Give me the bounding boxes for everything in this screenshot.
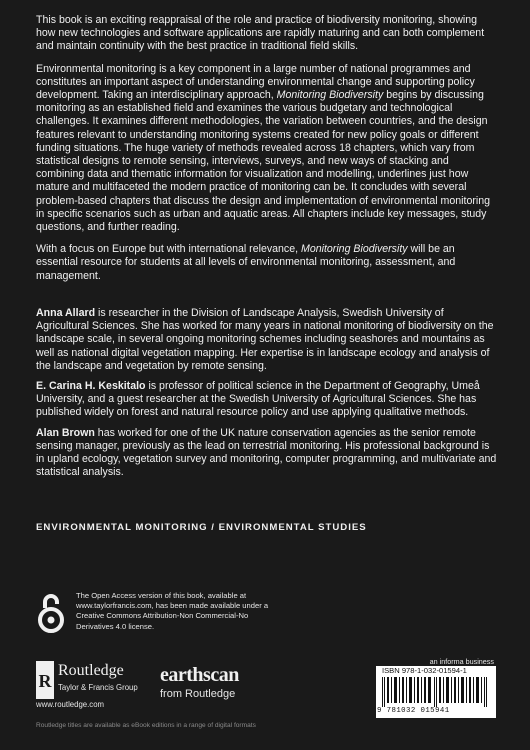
isbn-barcode-digits: 9 781032 015941	[377, 707, 450, 715]
book-title-italic: Monitoring Biodiversity	[301, 243, 408, 256]
author-bios	[36, 307, 498, 486]
blurb-paragraph-1: This book is an exciting reappraisal of the role and practice of biodiversity monitoring, showing how new technologies and software applications are rapidly maturing and can both complement and maintain continuity with the best practice in traditional field skills.	[36, 14, 485, 53]
book-title-italic: Monitoring Biodiversity	[276, 89, 384, 102]
blurb-paragraph-3	[36, 243, 498, 283]
blurb-p3-start: With a focus on Europe but with international relevance,	[36, 243, 301, 256]
barcode-icon	[380, 677, 492, 707]
book-description	[36, 14, 498, 292]
author-bio	[36, 427, 498, 480]
blurb-p2-end: begins by discussing monitoring as an established field and examines the various budgetary and technological challenges. It examines different methodologies, the variation between countries, and the design features relevant to understanding monitoring systems created for new policy goals or different funding situations. The huge variety of methods revealed across 18 chapters, which vary from statistical designs to remote sensing, interviews, surveys, and new ways of stacking and combining data and thematic information for visualization and modelling, underlines just how mature and multifaceted the modern practice of monitoring can be. It concludes with several problem-based chapters that discuss the design and implementation of environmental monitoring in specific scenarios such as urban and aquatic areas. All chapters include key messages, study questions, and further reading.	[36, 89, 491, 234]
blurb-p2-start: Environmental monitoring is a key component in a large number of national programmes and constitutes an important aspect of understanding environmental change and supporting policy development. Taking an interdisciplinary approach,	[36, 62, 475, 102]
isbn-label: ISBN 978-1-032-01594-1	[382, 666, 467, 675]
author-bio-text: is researcher in the Division of Landscape Analysis, Swedish University of Agricultural Sciences. She has worked for many years in national monitoring of biodiversity on the landscape scale, in several ongoing monitoring schemes including seashores and mountains as well as national digital vegetation mapping. Her expertise is in landscape ecology and analysis of the landscape and vegetation by remote sensing.	[36, 307, 494, 372]
subject-category: ENVIRONMENTAL MONITORING / ENVIRONMENTAL STUDIES	[36, 522, 367, 533]
publisher-url: www.routledge.com	[36, 700, 105, 709]
author-bio-text: is professor of political science in the Department of Geography, Umeå University, and a guest researcher at the Swedish University of Agricultural Sciences. She has published widely on forest and natural resource policy and use applying qualitative methods.	[36, 380, 480, 419]
open-access-notice: The Open Access version of this book, available at www.taylorfrancis.com, has been made available under a Creative Commons Attribution-Non Commercial-No Derivatives 4.0 license.	[76, 591, 269, 631]
blurb-paragraph-2	[36, 63, 498, 235]
author-bio	[36, 307, 498, 373]
author-bio	[36, 380, 498, 420]
author-name: Anna Allard	[36, 307, 96, 319]
ebook-availability-note: Routledge titles are available as eBook editions in a range of digital formats	[36, 722, 256, 729]
svg-text:R: R	[38, 671, 52, 691]
informa-tagline: an informa business	[429, 657, 494, 666]
author-name: E. Carina H. Keskitalo	[36, 380, 146, 393]
open-access-icon	[36, 592, 66, 634]
author-name: Alan Brown	[36, 426, 95, 439]
earthscan-logo: earthscan	[160, 664, 239, 686]
publisher-group: Taylor & Francis Group	[58, 683, 138, 692]
author-bio-text: has worked for one of the UK nature conservation agencies as the senior remote sensing manager, previously as the lead on terrestrial monitoring. His professional background is in upland ecology, vegetation survey and monitoring, computer programming, and multivariate and statistical analysis.	[36, 426, 497, 479]
routledge-logo-icon	[36, 661, 54, 699]
publisher-name: Routledge	[58, 662, 124, 679]
blurb-p3-end: will be an essential resource for students at all levels of environmental monitoring, assessment, and management.	[36, 243, 456, 282]
imprint-from: from Routledge	[160, 688, 236, 700]
